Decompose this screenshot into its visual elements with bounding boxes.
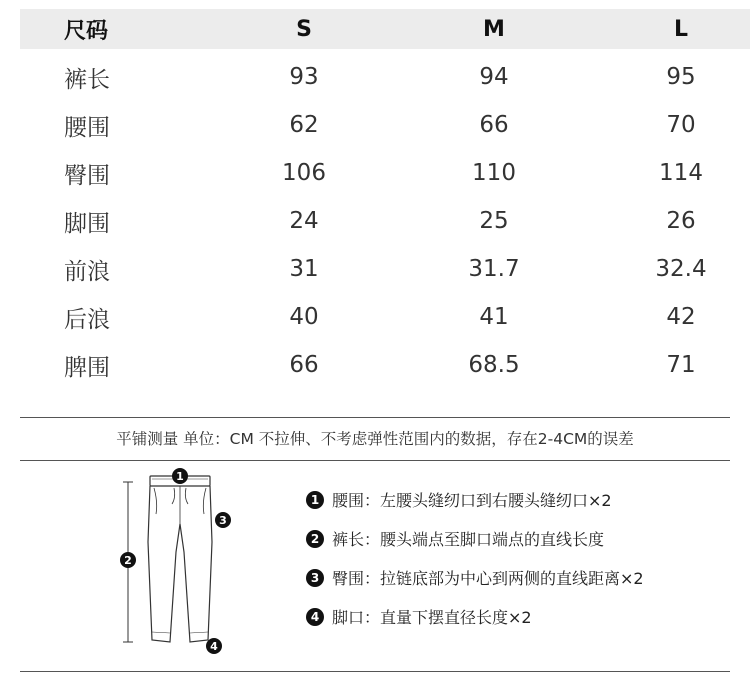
table-row [20,341,750,389]
table-row [20,197,750,245]
pants-illustration [110,462,250,662]
header-s: S [230,9,378,49]
table-header-row [20,9,750,49]
row-label: 前浪 [64,258,110,285]
row-label: 腰围 [64,114,110,141]
cell-s: 93 [289,64,319,90]
svg-text:4: 4 [210,640,218,653]
row-label: 脚围 [64,210,110,237]
table-row [20,49,750,101]
cell-s: 24 [289,208,319,234]
legend-text: 臀围：拉链底部为中心到两侧的直线距离×2 [332,569,644,588]
marker-2 [120,552,136,568]
legend-text: 裤长：腰头端点至脚口端点的直线长度 [332,530,605,549]
cell-m: 110 [472,160,516,186]
legend-text: 腰围：左腰头缝纫口到右腰头缝纫口×2 [332,491,612,510]
marker-1 [172,468,188,484]
marker-4 [206,638,222,654]
legend-item-hem [306,597,736,636]
cell-s: 31 [289,256,319,282]
divider-middle [20,460,730,461]
legend-number-badge: 4 [306,608,324,626]
cell-s: 106 [282,160,326,186]
pants-outline [148,476,212,642]
table-row [20,101,750,149]
cell-s: 40 [289,304,319,330]
legend-number-badge: 1 [306,491,324,509]
table-row [20,245,750,293]
legend-number-badge: 3 [306,569,324,587]
table-row [20,293,750,341]
legend-item-length [306,519,736,558]
divider-top [20,417,730,418]
divider-bottom [20,671,730,672]
cell-m: 31.7 [468,256,520,282]
cell-m: 41 [479,304,509,330]
legend-text: 脚口：直量下摆直径长度×2 [332,608,532,627]
legend-item-waist [306,480,736,519]
svg-text:2: 2 [124,554,132,567]
cell-m: 94 [479,64,509,90]
cell-l: 42 [666,304,696,330]
row-label: 后浪 [64,306,110,333]
header-size: 尺码 [20,9,230,49]
header-m: M [378,9,610,49]
cell-l: 32.4 [655,256,707,282]
cell-s: 66 [289,352,319,378]
cell-m: 68.5 [468,352,520,378]
row-label: 臀围 [64,162,110,189]
legend-number-badge: 2 [306,530,324,548]
cell-m: 25 [479,208,509,234]
size-table [20,9,750,389]
cell-l: 26 [666,208,696,234]
marker-3 [215,512,231,528]
cell-l: 114 [659,160,703,186]
cell-m: 66 [479,112,509,138]
cell-l: 71 [666,352,696,378]
cell-l: 95 [666,64,696,90]
svg-text:3: 3 [219,514,227,527]
measurement-note: 平铺测量 单位：CM 不拉伸、不考虑弹性范围内的数据，存在2-4CM的误差 [116,430,634,448]
pants-diagram [110,462,250,662]
cell-s: 62 [289,112,319,138]
measurement-legend [306,480,736,636]
row-label: 裤长 [64,66,110,93]
legend-item-hip [306,558,736,597]
header-l: L [610,9,750,49]
row-label: 脾围 [64,354,110,381]
cell-l: 70 [666,112,696,138]
table-row [20,149,750,197]
svg-text:1: 1 [176,470,184,483]
